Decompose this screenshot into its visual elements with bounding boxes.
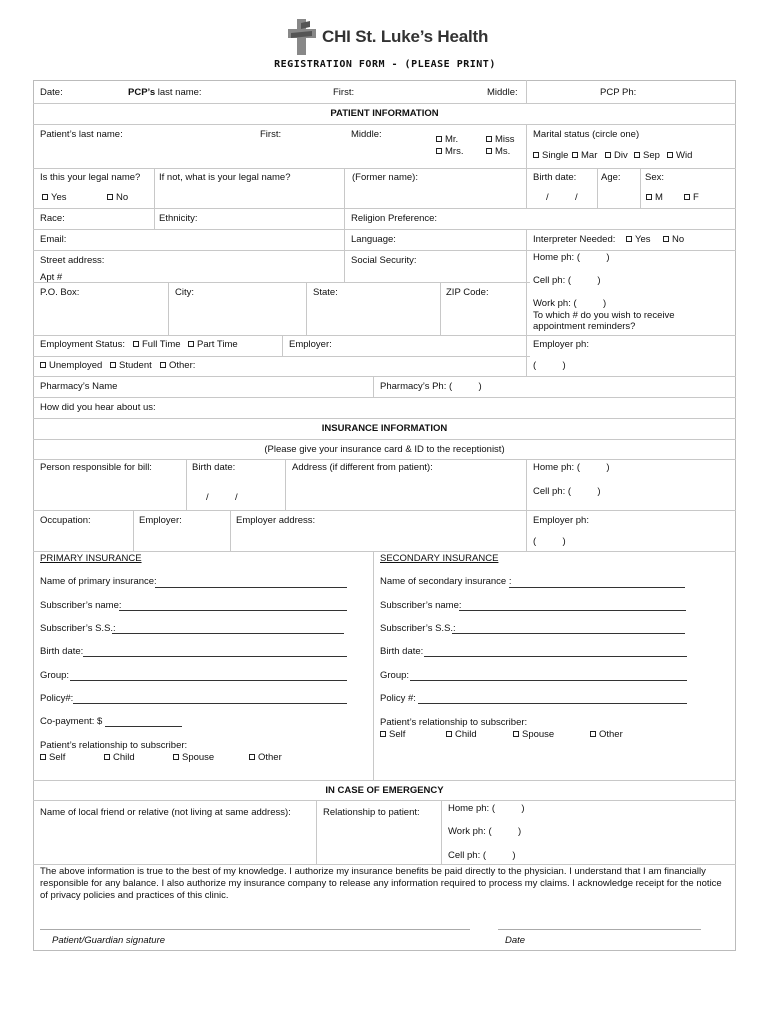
pcp-phone-label: PCP Ph: — [600, 87, 637, 98]
logo — [288, 17, 488, 57]
checkbox-icon — [40, 362, 46, 368]
checkbox-icon — [486, 136, 492, 142]
zip-label: ZIP Code: — [446, 287, 489, 298]
primary-relationship-label: Patient’s relationship to subscriber: — [40, 740, 188, 751]
occupation-label: Occupation: — [40, 515, 91, 526]
pharmacy-name-label: Pharmacy’s Name — [40, 381, 118, 392]
reminder-label-2: appointment reminders? — [533, 321, 636, 332]
secondary-name-label: Name of secondary insurance : — [380, 576, 512, 587]
employer-phone-paren: ( ) — [533, 360, 566, 371]
primary-group-label: Group: — [40, 670, 70, 681]
marital-single-checkbox[interactable]: Single — [533, 150, 568, 162]
date-line[interactable] — [498, 929, 701, 930]
checkbox-icon — [107, 194, 113, 200]
primary-spouse-checkbox[interactable]: Spouse — [173, 752, 214, 764]
cross-logo-icon — [288, 19, 316, 55]
city-label: City: — [175, 287, 194, 298]
secondary-insurance-heading: SECONDARY INSURANCE — [380, 553, 499, 564]
date-signature-label: Date — [505, 935, 526, 946]
insurance-note: (Please give your insurance card & ID to the receptionist) — [264, 444, 505, 455]
religion-label: Religion Preference: — [351, 213, 438, 224]
marital-div-checkbox[interactable]: Div — [605, 150, 628, 162]
mr-checkbox[interactable]: Mr. — [436, 134, 458, 146]
emergency-contact-label: Name of local friend or relative (not living at same address): — [40, 807, 291, 818]
checkbox-icon — [42, 194, 48, 200]
pcp-last-name-label: PCP’s last name: — [128, 87, 202, 98]
secondary-ss-label: Subscriber’s S.S.: — [380, 623, 456, 634]
signature-label: Patient/Guardian signature — [52, 935, 166, 946]
checkbox-icon — [634, 152, 640, 158]
checkbox-icon — [486, 148, 492, 154]
patient-first-label: First: — [260, 129, 282, 140]
secondary-subscriber-label: Subscriber’s name: — [380, 600, 462, 611]
secondary-spouse-checkbox[interactable]: Spouse — [513, 729, 554, 741]
insurance-info-heading: INSURANCE INFORMATION — [321, 423, 448, 434]
responsible-employer-phone-label: Employer ph: — [533, 515, 589, 526]
race-label: Race: — [40, 213, 65, 224]
work-phone-label: Work ph: ( ) — [533, 298, 607, 309]
legal-name-label: If not, what is your legal name? — [159, 172, 291, 183]
email-label: Email: — [40, 234, 67, 245]
unemployed-checkbox[interactable]: Unemployed — [40, 360, 102, 372]
checkbox-icon — [173, 754, 179, 760]
patient-info-heading: PATIENT INFORMATION — [330, 108, 439, 119]
primary-policy-label: Policy#: — [40, 693, 74, 704]
language-label: Language: — [351, 234, 396, 245]
interpreter-no-checkbox[interactable]: No — [663, 234, 684, 246]
secondary-birth-label: Birth date: — [380, 646, 424, 657]
emergency-relationship-label: Relationship to patient: — [323, 807, 420, 818]
secondary-self-checkbox[interactable]: Self — [380, 729, 405, 741]
checkbox-icon — [40, 754, 46, 760]
emergency-cell-phone-label: Cell ph: ( ) — [448, 850, 516, 861]
employer-address-label: Employer address: — [236, 515, 316, 526]
checkbox-icon — [110, 362, 116, 368]
reminder-label-1: To which # do you wish to receive — [533, 310, 675, 321]
secondary-relationship-label: Patient’s relationship to subscriber: — [380, 717, 528, 728]
employer-phone-label: Employer ph: — [533, 339, 589, 350]
other-employment-checkbox[interactable]: Other: — [160, 360, 195, 372]
marital-wid-checkbox[interactable]: Wid — [667, 150, 692, 162]
responsible-employer-phone-paren: ( ) — [533, 536, 566, 547]
former-name-label: (Former name): — [352, 172, 418, 183]
secondary-other-checkbox[interactable]: Other — [590, 729, 623, 741]
responsible-address-label: Address (if different from patient): — [292, 462, 433, 473]
primary-child-checkbox[interactable]: Child — [104, 752, 135, 764]
consent-statement: The above information is true to the best of my knowledge. I authorize my insurance benefits be paid directly to the physician. I understand that I am financially responsible for any balance. I also authorize my insurance company to release any information required to process my claims. I acknowledge receipt for the notice of privacy policies and practices of this clinic. — [40, 866, 722, 901]
mrs-checkbox[interactable]: Mrs. — [436, 146, 463, 158]
birth-date-label: Birth date: — [533, 172, 577, 183]
secondary-policy-label: Policy #: — [380, 693, 416, 704]
how-heard-label: How did you hear about us: — [40, 402, 156, 413]
checkbox-icon — [513, 731, 519, 737]
sex-f-checkbox[interactable]: F — [684, 192, 699, 204]
po-box-label: P.O. Box: — [40, 287, 80, 298]
emergency-work-phone-label: Work ph: ( ) — [448, 826, 522, 837]
pcp-middle-label: Middle: — [487, 87, 518, 98]
miss-checkbox[interactable]: Miss — [486, 134, 515, 146]
marital-sep-checkbox[interactable]: Sep — [634, 150, 660, 162]
signature-line[interactable] — [40, 929, 470, 930]
patient-last-name-label: Patient’s last name: — [40, 129, 123, 140]
secondary-group-label: Group: — [380, 670, 410, 681]
street-address-label: Street address: — [40, 255, 105, 266]
checkbox-icon — [249, 754, 255, 760]
home-phone-label: Home ph: ( ) — [533, 252, 610, 263]
responsible-home-phone-label: Home ph: ( ) — [533, 462, 610, 473]
checkbox-icon — [605, 152, 611, 158]
secondary-child-checkbox[interactable]: Child — [446, 729, 477, 741]
responsible-cell-phone-label: Cell ph: ( ) — [533, 486, 601, 497]
primary-other-checkbox[interactable]: Other — [249, 752, 282, 764]
copayment-label: Co-payment: $ — [40, 716, 103, 727]
legal-no-checkbox[interactable]: No — [107, 192, 128, 204]
social-security-label: Social Security: — [351, 255, 417, 266]
checkbox-icon — [533, 152, 539, 158]
responsible-birth-date-label: Birth date: — [192, 462, 236, 473]
legal-name-question: Is this your legal name? — [40, 172, 141, 183]
responsible-employer-label: Employer: — [139, 515, 182, 526]
checkbox-icon — [572, 152, 578, 158]
responsible-person-label: Person responsible for bill: — [40, 462, 152, 473]
logo-text: CHI St. Luke’s Health — [322, 27, 489, 46]
sex-label: Sex: — [645, 172, 665, 183]
checkbox-icon — [446, 731, 452, 737]
employment-status-label: Employment Status: — [40, 339, 126, 350]
state-label: State: — [313, 287, 338, 298]
legal-yes-checkbox[interactable]: Yes — [42, 192, 67, 204]
checkbox-icon — [590, 731, 596, 737]
date-label: Date: — [40, 87, 63, 98]
interpreter-yes-checkbox[interactable]: Yes — [626, 234, 651, 246]
checkbox-icon — [436, 148, 442, 154]
part-time-checkbox[interactable]: Part Time — [188, 339, 238, 351]
checkbox-icon — [663, 236, 669, 242]
cell-phone-label: Cell ph: ( ) — [533, 275, 601, 286]
full-time-checkbox[interactable]: Full Time — [133, 339, 181, 351]
emergency-home-phone-label: Home ph: ( ) — [448, 803, 525, 814]
primary-ss-label: Subscriber’s S.S.: — [40, 623, 116, 634]
checkbox-icon — [684, 194, 690, 200]
checkbox-icon — [436, 136, 442, 142]
checkbox-icon — [188, 341, 194, 347]
marital-mar-checkbox[interactable]: Mar — [572, 150, 597, 162]
checkbox-icon — [380, 731, 386, 737]
sex-m-checkbox[interactable]: M — [646, 192, 663, 204]
marital-status-label: Marital status (circle one) — [533, 129, 640, 140]
ms-checkbox[interactable]: Ms. — [486, 146, 510, 158]
pharmacy-phone-label: Pharmacy’s Ph: ( ) — [380, 381, 482, 392]
employer-label: Employer: — [289, 339, 332, 350]
form-title: REGISTRATION FORM - (PLEASE PRINT) — [274, 59, 496, 70]
primary-name-label: Name of primary insurance: — [40, 576, 157, 587]
primary-insurance-heading: PRIMARY INSURANCE — [40, 553, 142, 564]
primary-birth-label: Birth date: — [40, 646, 84, 657]
primary-self-checkbox[interactable]: Self — [40, 752, 65, 764]
checkbox-icon — [646, 194, 652, 200]
checkbox-icon — [626, 236, 632, 242]
birth-date-slashes: / / — [546, 192, 578, 203]
pcp-first-label: First: — [333, 87, 355, 98]
checkbox-icon — [133, 341, 139, 347]
checkbox-icon — [667, 152, 673, 158]
checkbox-icon — [104, 754, 110, 760]
age-label: Age: — [601, 172, 621, 183]
apt-label: Apt # — [40, 272, 63, 283]
checkbox-icon — [160, 362, 166, 368]
student-checkbox[interactable]: Student — [110, 360, 152, 372]
ethnicity-label: Ethnicity: — [159, 213, 198, 224]
primary-subscriber-label: Subscriber’s name: — [40, 600, 122, 611]
responsible-birth-slashes: / / — [206, 492, 238, 503]
interpreter-label: Interpreter Needed: — [533, 234, 616, 245]
patient-middle-label: Middle: — [351, 129, 382, 140]
emergency-heading: IN CASE OF EMERGENCY — [325, 785, 444, 796]
